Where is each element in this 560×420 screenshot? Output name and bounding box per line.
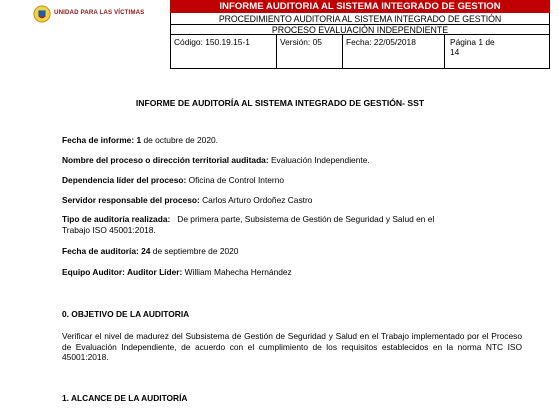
section-1-heading: 1. ALCANCE DE LA AUDITORÍA bbox=[62, 393, 188, 403]
audit-team-label: Equipo Auditor: Auditor Líder: bbox=[62, 267, 183, 277]
responsible-value: Carlos Arturo Ordoñez Castro bbox=[202, 195, 313, 205]
report-banner-title: INFORME AUDITORIA AL SISTEMA INTEGRADO DE GESTION bbox=[170, 0, 550, 13]
document-title: INFORME DE AUDITORÍA AL SISTEMA INTEGRADO DE GESTIÓN- SST bbox=[135, 98, 425, 108]
doc-code: Código: 150.19.15-1 bbox=[174, 37, 250, 47]
audit-date-day: 24 bbox=[141, 246, 151, 256]
header-table bbox=[170, 0, 550, 70]
audit-type-value: De primera parte, Subsistema de Gestión de Seguridad y Salud en el bbox=[177, 214, 435, 224]
page-number bbox=[444, 35, 549, 69]
procedure-name: PROCEDIMIENTO AUDITORIA AL SISTEMA INTEGRADO DE GESTIÓN bbox=[170, 13, 550, 25]
doc-date: Fecha: 22/05/2018 bbox=[342, 35, 444, 69]
audit-type-line bbox=[62, 214, 434, 224]
process-name: PROCESO EVALUACIÓN INDEPENDIENTE bbox=[170, 25, 550, 35]
process-label: Nombre del proceso o dirección territorial auditada: bbox=[62, 155, 269, 165]
dependency-value: Oficina de Control Interno bbox=[188, 175, 285, 185]
dependency-label: Dependencia líder del proceso: bbox=[62, 175, 187, 185]
section-0-paragraph: Verificar el nivel de madurez del Subsistema de Gestión de Seguridad y Salud en el Trabajo implementado por el Proceso de Evaluación Independiente, de acuerdo con el cumplimiento de los requisitos establecidos en la norma NTC ISO 45001:2018. bbox=[62, 331, 522, 363]
process-value: Evaluación Independiente. bbox=[270, 155, 370, 165]
doc-version: Versión: 05 bbox=[276, 35, 342, 69]
responsible-line bbox=[62, 195, 312, 205]
coat-of-arms-icon bbox=[33, 5, 51, 23]
header-meta-row bbox=[170, 35, 550, 69]
audit-date-line bbox=[62, 246, 238, 256]
report-date-day: 1 bbox=[136, 135, 142, 145]
process-line bbox=[62, 155, 370, 165]
audit-date-label: Fecha de auditoría: bbox=[62, 246, 139, 256]
report-date-value: de octubre de 2020. bbox=[143, 135, 218, 145]
responsible-label: Servidor responsable del proceso: bbox=[62, 195, 200, 205]
audit-team-line bbox=[62, 267, 292, 277]
audit-type-label: Tipo de auditoría realizada: bbox=[62, 214, 171, 224]
report-date-line bbox=[62, 135, 218, 145]
audit-team-value: William Mahecha Hernández bbox=[184, 267, 292, 277]
section-0-heading: 0. OBJETIVO DE LA AUDITORIA bbox=[62, 309, 190, 319]
audit-date-value: de septiembre de 2020 bbox=[152, 246, 239, 256]
logo-text: UNIDAD PARA LAS VÍCTIMAS bbox=[54, 9, 145, 16]
page-label: Página 1 de bbox=[450, 37, 495, 47]
audit-type-line-2: Trabajo ISO 45001:2018. bbox=[62, 225, 156, 235]
logo bbox=[24, 0, 170, 70]
page-total: 14 bbox=[450, 47, 460, 57]
document-header bbox=[24, 0, 550, 70]
report-date-label: Fecha de informe: bbox=[62, 135, 135, 145]
dependency-line bbox=[62, 175, 284, 185]
